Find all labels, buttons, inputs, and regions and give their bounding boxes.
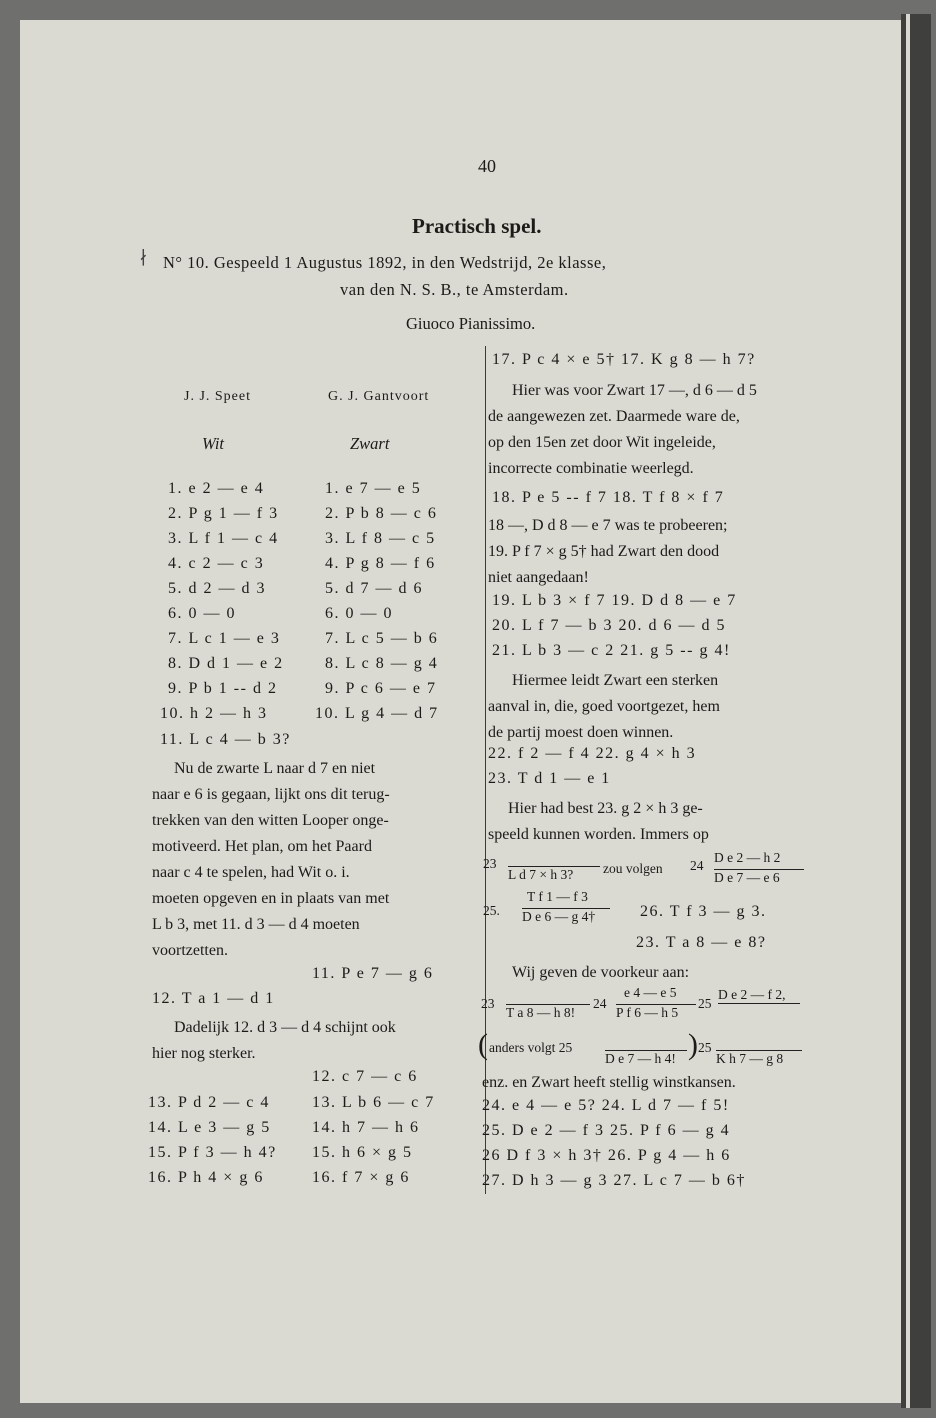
annotation-line: trekken van den witten Looper onge-	[152, 812, 389, 829]
variation-number: 25	[698, 996, 712, 1011]
fraction-denominator: D e 7 — h 4!	[605, 1050, 687, 1067]
annotation-line: enz. en Zwart heeft stellig winstkansen.	[482, 1074, 736, 1091]
annotation	[488, 378, 808, 482]
white-label: Wit	[202, 434, 225, 453]
move-white: 9. P b 1 -- d 2	[168, 680, 278, 697]
fraction-denominator: D e 7 — e 6	[714, 869, 804, 886]
move-pair: 25. D e 2 — f 3 25. P f 6 — g 4	[482, 1122, 731, 1139]
annotation-line: 18 —, D d 8 — e 7 was te probeeren;	[488, 517, 728, 534]
annotation	[488, 668, 808, 746]
move-black: 16. f 7 × g 6	[312, 1169, 410, 1186]
move-pair: 17. P c 4 × e 5† 17. K g 8 — h 7?	[492, 351, 756, 368]
annotation-line: Nu de zwarte L naar d 7 en niet	[174, 760, 376, 777]
annotation-line: L b 3, met 11. d 3 — d 4 moeten	[152, 916, 360, 933]
close-paren: )	[688, 1028, 698, 1061]
column-divider	[485, 346, 486, 1194]
annotation-line: speeld kunnen worden. Immers op	[488, 826, 709, 843]
move-black: 5. d 7 — d 6	[325, 580, 423, 597]
move-white: 10. h 2 — h 3	[160, 705, 268, 722]
move-white: 26. T f 3 — g 3.	[640, 903, 767, 920]
move-black: 1. e 7 — e 5	[325, 480, 422, 497]
fraction-denominator: K h 7 — g 8	[716, 1050, 802, 1067]
move-white: 23. T d 1 — e 1	[488, 770, 611, 787]
annotation-line: motiveerd. Het plan, om het Paard	[152, 838, 372, 855]
annotation-line: hier nog sterker.	[152, 1045, 256, 1062]
move-white: 16. P h 4 × g 6	[148, 1169, 264, 1186]
annotation-line: Hier had best 23. g 2 × h 3 ge-	[508, 800, 703, 817]
move-pair: 24. e 4 — e 5? 24. L d 7 — f 5!	[482, 1097, 730, 1114]
variation-number: 24	[593, 996, 607, 1011]
fraction-numerator: D e 2 — f 2,	[718, 987, 800, 1004]
annotation-line: Hier was voor Zwart 17 —, d 6 — d 5	[512, 382, 757, 399]
annotation-line: naar c 4 te spelen, had Wit o. i.	[152, 864, 350, 881]
move-white: 14. L e 3 — g 5	[148, 1119, 271, 1136]
fraction-numerator: e 4 — e 5	[624, 985, 677, 1000]
margin-mark: ∤	[139, 248, 148, 268]
variation-number: 24	[690, 858, 704, 873]
variation-number: 25.	[483, 903, 500, 918]
move-black: 15. h 6 × g 5	[312, 1144, 413, 1161]
black-player: G. J. Gantvoort	[328, 389, 430, 404]
move-white: 8. D d 1 — e 2	[168, 655, 284, 672]
annotation-line: voortzetten.	[152, 942, 228, 959]
move-black: 6. 0 — 0	[325, 605, 393, 622]
variation-number: 25	[698, 1040, 712, 1055]
move-black: 2. P b 8 — c 6	[325, 505, 438, 522]
move-white: 5. d 2 — d 3	[168, 580, 266, 597]
fraction-denominator: L d 7 × h 3?	[508, 866, 600, 883]
move-white: 1. e 2 — e 4	[168, 480, 265, 497]
game-header-line2: van den N. S. B., te Amsterdam.	[340, 280, 569, 299]
annotation	[152, 1015, 472, 1067]
annotation-line: de partij moest doen winnen.	[488, 724, 674, 741]
annotation	[488, 513, 808, 591]
move-white: 4. c 2 — c 3	[168, 555, 265, 572]
annotation-line: op den 15en zet door Wit ingeleide,	[488, 434, 716, 451]
move-pair: 19. L b 3 × f 7 19. D d 8 — e 7	[492, 592, 737, 609]
move-white: 7. L c 1 — e 3	[168, 630, 281, 647]
variation-number: 23	[481, 996, 495, 1011]
fraction-numerator: T f 1 — f 3	[527, 889, 588, 904]
annotation-line: 19. P f 7 × g 5† had Zwart den dood	[488, 543, 720, 560]
page-title: Practisch spel.	[412, 214, 542, 238]
move-pair: 22. f 2 — f 4 22. g 4 × h 3	[488, 745, 697, 762]
variation-text: anders volgt 25	[489, 1040, 573, 1055]
move-black: 4. P g 8 — f 6	[325, 555, 436, 572]
annotation	[488, 796, 808, 848]
page-number: 40	[478, 156, 496, 176]
move-black: 14. h 7 — h 6	[312, 1119, 420, 1136]
move-pair: 27. D h 3 — g 3 27. L c 7 — b 6†	[482, 1172, 746, 1189]
black-label: Zwart	[350, 434, 390, 453]
move-black: 7. L c 5 — b 6	[325, 630, 439, 647]
move-black: 12. c 7 — c 6	[312, 1068, 418, 1085]
opening-name: Giuoco Pianissimo.	[406, 314, 536, 333]
move-pair: 20. L f 7 — b 3 20. d 6 — d 5	[492, 617, 727, 634]
annotation-line: de aangewezen zet. Daarmede ware de,	[488, 408, 740, 425]
variation-text: zou volgen	[603, 861, 663, 876]
move-black: 13. L b 6 — c 7	[312, 1094, 435, 1111]
annotation-line: incorrecte combinatie weerlegd.	[488, 460, 694, 477]
annotation-line: aanval in, die, goed voortgezet, hem	[488, 698, 720, 715]
move-white: 6. 0 — 0	[168, 605, 236, 622]
annotation	[152, 756, 472, 964]
move-white: 15. P f 3 — h 4?	[148, 1144, 277, 1161]
move-pair: 26 D f 3 × h 3† 26. P g 4 — h 6	[482, 1147, 731, 1164]
open-paren: (	[478, 1028, 488, 1061]
white-player: J. J. Speet	[184, 389, 251, 404]
move-pair: 18. P e 5 -- f 7 18. T f 8 × f 7	[492, 489, 725, 506]
move-pair: 21. L b 3 — c 2 21. g 5 -- g 4!	[492, 642, 731, 659]
fraction-numerator: D e 2 — h 2	[714, 850, 781, 865]
annotation-line: niet aangedaan!	[488, 569, 589, 586]
annotation-line: Wij geven de voorkeur aan:	[512, 964, 690, 981]
move-black: 10. L g 4 — d 7	[315, 705, 439, 722]
move-black: 8. L c 8 — g 4	[325, 655, 439, 672]
move-white: 12. T a 1 — d 1	[152, 990, 275, 1007]
move-black: 3. L f 8 — c 5	[325, 530, 436, 547]
fraction-denominator: D e 6 — g 4†	[522, 908, 610, 925]
annotation-line: Dadelijk 12. d 3 — d 4 schijnt ook	[174, 1019, 396, 1036]
move-black: 9. P c 6 — e 7	[325, 680, 437, 697]
move-white: 11. L c 4 — b 3?	[160, 731, 291, 748]
page-edge-strip	[906, 14, 910, 1408]
annotation-line: moeten opgeven en in plaats van met	[152, 890, 390, 907]
annotation-line: naar e 6 is gegaan, lijkt ons dit terug-	[152, 786, 390, 803]
move-white: 2. P g 1 — f 3	[168, 505, 279, 522]
fraction-denominator: T a 8 — h 8!	[506, 1004, 590, 1021]
game-header-line1: N° 10. Gespeeld 1 Augustus 1892, in den Wedstrijd, 2e klasse,	[163, 253, 607, 272]
fraction-denominator: P f 6 — h 5	[616, 1004, 696, 1021]
annotation-line: Hiermee leidt Zwart een sterken	[512, 672, 719, 689]
move-black: 11. P e 7 — g 6	[312, 965, 434, 982]
move-black: 23. T a 8 — e 8?	[636, 934, 767, 951]
variation-number: 23	[483, 856, 497, 871]
move-white: 3. L f 1 — c 4	[168, 530, 279, 547]
move-white: 13. P d 2 — c 4	[148, 1094, 270, 1111]
